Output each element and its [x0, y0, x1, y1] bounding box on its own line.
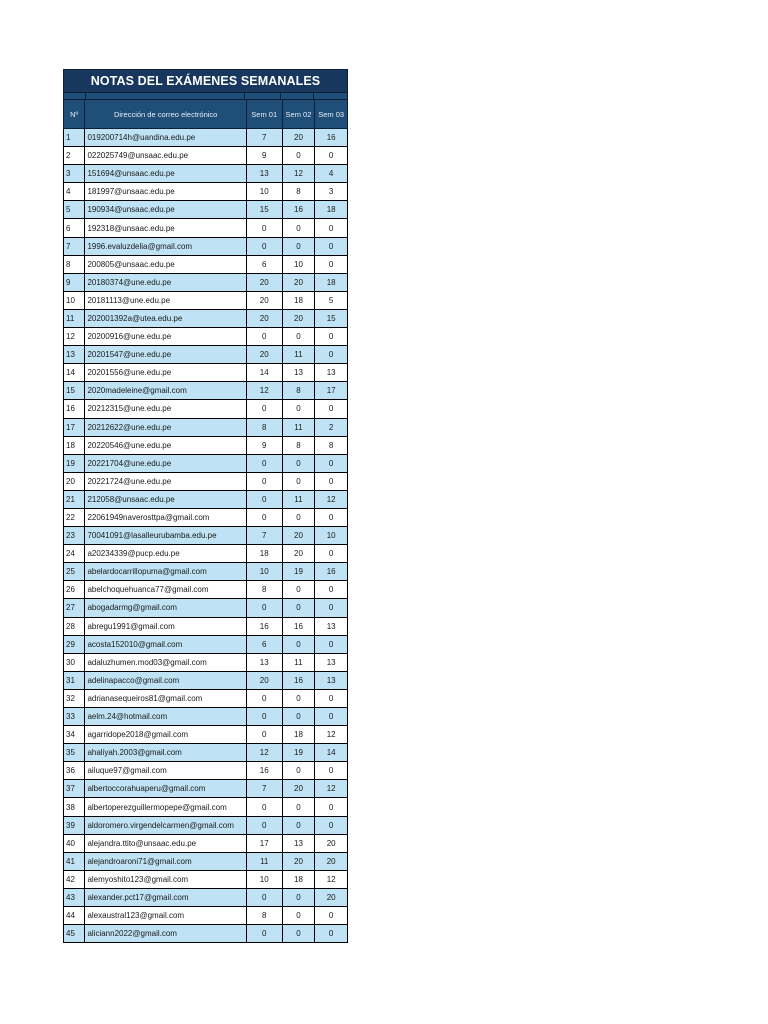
cell-sem01[interactable]: 15: [246, 201, 282, 219]
table-row: [64, 708, 348, 726]
cell-sem03[interactable]: 0: [315, 798, 348, 816]
cell-sem03[interactable]: 5: [315, 291, 348, 309]
cell-email[interactable]: albertoccorahuaperu@gmail.com: [85, 780, 246, 798]
cell-sem02[interactable]: 10: [282, 255, 315, 273]
table-row: [64, 472, 348, 490]
cell-sem02[interactable]: 19: [282, 744, 315, 762]
cell-sem01[interactable]: 8: [246, 907, 282, 925]
table-row: [64, 671, 348, 689]
cell-email[interactable]: 2020madeleine@gmail.com: [85, 382, 246, 400]
cell-sem02[interactable]: 0: [282, 635, 315, 653]
cell-email[interactable]: albertoperezguillermopepe@gmail.com: [85, 798, 246, 816]
cell-number[interactable]: 37: [64, 780, 85, 798]
cell-sem01[interactable]: 17: [246, 834, 282, 852]
cell-email[interactable]: acosta152010@gmail.com: [85, 635, 246, 653]
cell-sem03[interactable]: 13: [315, 671, 348, 689]
cell-number[interactable]: 16: [64, 400, 85, 418]
cell-email[interactable]: 22061949naverosttpa@gmail.com: [85, 508, 246, 526]
table-row: [64, 689, 348, 707]
cell-sem01[interactable]: 0: [246, 472, 282, 490]
cell-number[interactable]: 36: [64, 762, 85, 780]
cell-sem03[interactable]: 10: [315, 527, 348, 545]
cell-sem02[interactable]: 20: [282, 129, 315, 147]
cell-email[interactable]: ailuque97@gmail.com: [85, 762, 246, 780]
table-row: [64, 527, 348, 545]
cell-sem03[interactable]: 13: [315, 364, 348, 382]
cell-sem02[interactable]: 11: [282, 346, 315, 364]
cell-sem01[interactable]: 11: [246, 852, 282, 870]
cell-sem01[interactable]: 0: [246, 237, 282, 255]
cell-sem02[interactable]: 0: [282, 708, 315, 726]
cell-sem02[interactable]: 18: [282, 291, 315, 309]
cell-sem02[interactable]: 0: [282, 762, 315, 780]
cell-sem03[interactable]: 0: [315, 907, 348, 925]
table-row: [64, 762, 348, 780]
cell-number[interactable]: 6: [64, 219, 85, 237]
table-row: [64, 726, 348, 744]
cell-number[interactable]: 11: [64, 309, 85, 327]
cell-email[interactable]: 20200916@une.edu.pe: [85, 328, 246, 346]
table-row: [64, 635, 348, 653]
cell-number[interactable]: 10: [64, 291, 85, 309]
cell-sem01[interactable]: 13: [246, 653, 282, 671]
cell-number[interactable]: 22: [64, 508, 85, 526]
cell-sem02[interactable]: 18: [282, 870, 315, 888]
cell-sem01[interactable]: 8: [246, 418, 282, 436]
sheet-title: NOTAS DEL EXÁMENES SEMANALES: [63, 69, 348, 93]
cell-number[interactable]: 40: [64, 834, 85, 852]
cell-sem03[interactable]: 0: [315, 508, 348, 526]
cell-sem02[interactable]: 0: [282, 147, 315, 165]
cell-sem03[interactable]: 0: [315, 689, 348, 707]
cell-sem02[interactable]: 0: [282, 454, 315, 472]
cell-sem03[interactable]: 8: [315, 436, 348, 454]
cell-number[interactable]: 21: [64, 490, 85, 508]
cell-sem02[interactable]: 0: [282, 925, 315, 943]
cell-number[interactable]: 38: [64, 798, 85, 816]
cell-number[interactable]: 17: [64, 418, 85, 436]
cell-sem03[interactable]: 0: [315, 147, 348, 165]
cell-sem03[interactable]: 17: [315, 382, 348, 400]
cell-sem01[interactable]: 0: [246, 689, 282, 707]
cell-sem03[interactable]: 15: [315, 309, 348, 327]
cell-email[interactable]: agarridope2018@gmail.com: [85, 726, 246, 744]
cell-email[interactable]: abelchoquehuanca77@gmail.com: [85, 581, 246, 599]
cell-email[interactable]: abogadarmg@gmail.com: [85, 599, 246, 617]
table-row: [64, 147, 348, 165]
cell-number[interactable]: 5: [64, 201, 85, 219]
cell-number[interactable]: 12: [64, 328, 85, 346]
cell-sem03[interactable]: 16: [315, 129, 348, 147]
col-header-number[interactable]: Nº: [64, 100, 85, 129]
cell-number[interactable]: 19: [64, 454, 85, 472]
table-row: [64, 400, 348, 418]
cell-sem02[interactable]: 18: [282, 726, 315, 744]
cell-email[interactable]: adelinapacco@gmail.com: [85, 671, 246, 689]
cell-sem01[interactable]: 7: [246, 527, 282, 545]
cell-sem02[interactable]: 19: [282, 563, 315, 581]
cell-email[interactable]: 192318@unsaac.edu.pe: [85, 219, 246, 237]
cell-sem02[interactable]: 20: [282, 527, 315, 545]
cell-sem01[interactable]: 14: [246, 364, 282, 382]
cell-sem03[interactable]: 12: [315, 726, 348, 744]
col-header-sem01[interactable]: Sem 01: [246, 100, 282, 129]
cell-sem03[interactable]: 2: [315, 418, 348, 436]
cell-email[interactable]: alexaustral123@gmail.com: [85, 907, 246, 925]
cell-sem03[interactable]: 3: [315, 183, 348, 201]
cell-sem01[interactable]: 0: [246, 726, 282, 744]
cell-sem02[interactable]: 0: [282, 219, 315, 237]
cell-sem02[interactable]: 8: [282, 183, 315, 201]
cell-email[interactable]: aliciann2022@gmail.com: [85, 925, 246, 943]
cell-sem01[interactable]: 6: [246, 635, 282, 653]
cell-number[interactable]: 35: [64, 744, 85, 762]
cell-sem01[interactable]: 13: [246, 165, 282, 183]
cell-number[interactable]: 43: [64, 888, 85, 906]
cell-number[interactable]: 7: [64, 237, 85, 255]
cell-email[interactable]: 1996.evaluzdelia@gmail.com: [85, 237, 246, 255]
table-row: [64, 545, 348, 563]
cell-email[interactable]: alemyoshito123@gmail.com: [85, 870, 246, 888]
cell-sem01[interactable]: 10: [246, 183, 282, 201]
cell-email[interactable]: 20221724@une.edu.pe: [85, 472, 246, 490]
table-row: [64, 653, 348, 671]
cell-email[interactable]: 20181113@une.edu.pe: [85, 291, 246, 309]
cell-number[interactable]: 25: [64, 563, 85, 581]
cell-number[interactable]: 30: [64, 653, 85, 671]
col-header-sem02[interactable]: Sem 02: [282, 100, 315, 129]
table-row: [64, 870, 348, 888]
cell-email[interactable]: abregu1991@gmail.com: [85, 617, 246, 635]
cell-number[interactable]: 20: [64, 472, 85, 490]
cell-number[interactable]: 28: [64, 617, 85, 635]
cell-number[interactable]: 44: [64, 907, 85, 925]
cell-number[interactable]: 18: [64, 436, 85, 454]
header-stripe: [63, 93, 348, 99]
cell-sem03[interactable]: 0: [315, 581, 348, 599]
cell-email[interactable]: 20221704@une.edu.pe: [85, 454, 246, 472]
cell-sem03[interactable]: 12: [315, 870, 348, 888]
table-row: [64, 237, 348, 255]
table-row: [64, 599, 348, 617]
col-header-sem03[interactable]: Sem 03: [315, 100, 348, 129]
cell-sem02[interactable]: 0: [282, 400, 315, 418]
cell-email[interactable]: alejandra.ttito@unsaac.edu.pe: [85, 834, 246, 852]
cell-sem01[interactable]: 7: [246, 780, 282, 798]
cell-sem01[interactable]: 10: [246, 870, 282, 888]
cell-sem03[interactable]: 0: [315, 346, 348, 364]
cell-sem02[interactable]: 0: [282, 508, 315, 526]
cell-number[interactable]: 45: [64, 925, 85, 943]
table-row: [64, 490, 348, 508]
cell-sem01[interactable]: 0: [246, 925, 282, 943]
table-row: [64, 291, 348, 309]
cell-sem03[interactable]: 0: [315, 545, 348, 563]
cell-sem02[interactable]: 0: [282, 328, 315, 346]
cell-sem01[interactable]: 20: [246, 671, 282, 689]
cell-number[interactable]: 4: [64, 183, 85, 201]
cell-email[interactable]: aelm.24@hotmail.com: [85, 708, 246, 726]
cell-sem03[interactable]: 4: [315, 165, 348, 183]
cell-sem01[interactable]: 10: [246, 563, 282, 581]
table-row: [64, 328, 348, 346]
cell-sem02[interactable]: 13: [282, 364, 315, 382]
grades-sheet: [63, 69, 348, 943]
table-row: [64, 201, 348, 219]
cell-sem02[interactable]: 0: [282, 907, 315, 925]
cell-email[interactable]: adrianasequeiros81@gmail.com: [85, 689, 246, 707]
cell-sem03[interactable]: 16: [315, 563, 348, 581]
cell-sem03[interactable]: 0: [315, 472, 348, 490]
cell-sem03[interactable]: 13: [315, 653, 348, 671]
cell-email[interactable]: 20220546@une.edu.pe: [85, 436, 246, 454]
cell-email[interactable]: a20234339@pucp.edu.pe: [85, 545, 246, 563]
table-row: [64, 382, 348, 400]
table-row: [64, 436, 348, 454]
cell-sem01[interactable]: 20: [246, 346, 282, 364]
table-row: [64, 798, 348, 816]
table-row: [64, 888, 348, 906]
cell-sem01[interactable]: 20: [246, 273, 282, 291]
table-row: [64, 780, 348, 798]
cell-sem03[interactable]: 0: [315, 237, 348, 255]
table-row: [64, 418, 348, 436]
cell-number[interactable]: 31: [64, 671, 85, 689]
cell-email[interactable]: 20201556@une.edu.pe: [85, 364, 246, 382]
table-row: [64, 273, 348, 291]
cell-sem01[interactable]: 0: [246, 454, 282, 472]
cell-email[interactable]: 212058@unsaac.edu.pe: [85, 490, 246, 508]
cell-email[interactable]: 20180374@une.edu.pe: [85, 273, 246, 291]
table-row: [64, 219, 348, 237]
cell-number[interactable]: 13: [64, 346, 85, 364]
cell-sem03[interactable]: 18: [315, 273, 348, 291]
table-row: [64, 508, 348, 526]
cell-sem01[interactable]: 0: [246, 490, 282, 508]
cell-sem02[interactable]: 8: [282, 382, 315, 400]
cell-number[interactable]: 2: [64, 147, 85, 165]
table-row: [64, 816, 348, 834]
cell-number[interactable]: 41: [64, 852, 85, 870]
cell-sem03[interactable]: 0: [315, 816, 348, 834]
col-header-email[interactable]: Dirección de correo electrónico: [85, 100, 246, 129]
cell-email[interactable]: 190934@unsaac.edu.pe: [85, 201, 246, 219]
cell-sem02[interactable]: 20: [282, 309, 315, 327]
cell-sem02[interactable]: 0: [282, 581, 315, 599]
header-row: [64, 100, 348, 129]
cell-sem02[interactable]: 20: [282, 273, 315, 291]
cell-sem01[interactable]: 18: [246, 545, 282, 563]
cell-sem03[interactable]: 0: [315, 255, 348, 273]
cell-sem03[interactable]: 0: [315, 328, 348, 346]
cell-email[interactable]: 019200714h@uandina.edu.pe: [85, 129, 246, 147]
cell-sem03[interactable]: 0: [315, 454, 348, 472]
cell-sem02[interactable]: 16: [282, 201, 315, 219]
cell-sem02[interactable]: 20: [282, 545, 315, 563]
cell-sem03[interactable]: 14: [315, 744, 348, 762]
cell-sem02[interactable]: 0: [282, 798, 315, 816]
grades-body: [64, 129, 348, 943]
cell-email[interactable]: 20212622@une.edu.pe: [85, 418, 246, 436]
table-row: [64, 907, 348, 925]
table-row: [64, 309, 348, 327]
cell-email[interactable]: 202001392a@utea.edu.pe: [85, 309, 246, 327]
cell-sem02[interactable]: 20: [282, 780, 315, 798]
cell-email[interactable]: 022025749@unsaac.edu.pe: [85, 147, 246, 165]
grades-table: [63, 99, 348, 943]
table-row: [64, 563, 348, 581]
table-row: [64, 925, 348, 943]
cell-number[interactable]: 26: [64, 581, 85, 599]
cell-email[interactable]: 70041091@lasalleurubamba.edu.pe: [85, 527, 246, 545]
cell-sem02[interactable]: 0: [282, 689, 315, 707]
cell-number[interactable]: 27: [64, 599, 85, 617]
cell-sem03[interactable]: 12: [315, 780, 348, 798]
cell-sem01[interactable]: 20: [246, 309, 282, 327]
cell-sem03[interactable]: 0: [315, 635, 348, 653]
cell-sem01[interactable]: 0: [246, 328, 282, 346]
cell-sem02[interactable]: 0: [282, 472, 315, 490]
cell-sem03[interactable]: 0: [315, 762, 348, 780]
table-row: [64, 346, 348, 364]
cell-number[interactable]: 3: [64, 165, 85, 183]
cell-number[interactable]: 42: [64, 870, 85, 888]
cell-sem02[interactable]: 8: [282, 436, 315, 454]
cell-sem01[interactable]: 0: [246, 708, 282, 726]
cell-sem03[interactable]: 20: [315, 852, 348, 870]
cell-sem02[interactable]: 0: [282, 237, 315, 255]
cell-email[interactable]: 20201547@une.edu.pe: [85, 346, 246, 364]
table-row: [64, 165, 348, 183]
cell-sem01[interactable]: 0: [246, 219, 282, 237]
cell-sem01[interactable]: 16: [246, 762, 282, 780]
cell-number[interactable]: 29: [64, 635, 85, 653]
cell-sem03[interactable]: 0: [315, 708, 348, 726]
cell-sem03[interactable]: 13: [315, 617, 348, 635]
cell-sem01[interactable]: 12: [246, 744, 282, 762]
cell-sem01[interactable]: 6: [246, 255, 282, 273]
cell-email[interactable]: 151694@unsaac.edu.pe: [85, 165, 246, 183]
cell-sem01[interactable]: 16: [246, 617, 282, 635]
cell-number[interactable]: 8: [64, 255, 85, 273]
table-row: [64, 454, 348, 472]
cell-sem01[interactable]: 12: [246, 382, 282, 400]
cell-sem03[interactable]: 20: [315, 888, 348, 906]
cell-sem01[interactable]: 8: [246, 581, 282, 599]
cell-email[interactable]: aldoromero.virgendelcarmen@gmail.com: [85, 816, 246, 834]
table-row: [64, 617, 348, 635]
cell-sem01[interactable]: 9: [246, 436, 282, 454]
cell-sem02[interactable]: 0: [282, 599, 315, 617]
table-row: [64, 255, 348, 273]
cell-number[interactable]: 34: [64, 726, 85, 744]
cell-sem01[interactable]: 0: [246, 816, 282, 834]
table-row: [64, 183, 348, 201]
table-row: [64, 129, 348, 147]
cell-number[interactable]: 33: [64, 708, 85, 726]
table-row: [64, 852, 348, 870]
cell-sem01[interactable]: 0: [246, 400, 282, 418]
cell-sem03[interactable]: 18: [315, 201, 348, 219]
cell-sem03[interactable]: 0: [315, 400, 348, 418]
cell-sem02[interactable]: 11: [282, 418, 315, 436]
cell-sem02[interactable]: 20: [282, 852, 315, 870]
cell-sem01[interactable]: 20: [246, 291, 282, 309]
cell-sem02[interactable]: 13: [282, 834, 315, 852]
cell-sem01[interactable]: 0: [246, 599, 282, 617]
cell-sem02[interactable]: 0: [282, 888, 315, 906]
cell-number[interactable]: 1: [64, 129, 85, 147]
cell-sem01[interactable]: 9: [246, 147, 282, 165]
cell-number[interactable]: 23: [64, 527, 85, 545]
cell-sem03[interactable]: 20: [315, 834, 348, 852]
table-row: [64, 364, 348, 382]
cell-sem02[interactable]: 16: [282, 671, 315, 689]
cell-number[interactable]: 32: [64, 689, 85, 707]
cell-email[interactable]: abelardocarrillopuma@gmail.com: [85, 563, 246, 581]
cell-email[interactable]: 20212315@une.edu.pe: [85, 400, 246, 418]
cell-sem01[interactable]: 0: [246, 508, 282, 526]
cell-number[interactable]: 14: [64, 364, 85, 382]
cell-sem02[interactable]: 11: [282, 490, 315, 508]
cell-number[interactable]: 9: [64, 273, 85, 291]
cell-number[interactable]: 39: [64, 816, 85, 834]
cell-number[interactable]: 15: [64, 382, 85, 400]
cell-email[interactable]: 181997@unsaac.edu.pe: [85, 183, 246, 201]
cell-sem02[interactable]: 0: [282, 816, 315, 834]
table-row: [64, 581, 348, 599]
cell-email[interactable]: alexander.pct17@gmail.com: [85, 888, 246, 906]
cell-email[interactable]: alejandroaroni71@gmail.com: [85, 852, 246, 870]
cell-sem02[interactable]: 11: [282, 653, 315, 671]
cell-sem03[interactable]: 0: [315, 925, 348, 943]
cell-sem02[interactable]: 12: [282, 165, 315, 183]
cell-sem01[interactable]: 0: [246, 888, 282, 906]
cell-sem02[interactable]: 16: [282, 617, 315, 635]
cell-number[interactable]: 24: [64, 545, 85, 563]
table-row: [64, 834, 348, 852]
cell-email[interactable]: ahaliyah.2003@gmail.com: [85, 744, 246, 762]
cell-sem03[interactable]: 0: [315, 599, 348, 617]
cell-email[interactable]: 200805@unsaac.edu.pe: [85, 255, 246, 273]
cell-sem03[interactable]: 12: [315, 490, 348, 508]
table-row: [64, 744, 348, 762]
cell-sem03[interactable]: 0: [315, 219, 348, 237]
cell-email[interactable]: adaluzhumen.mod03@gmail.com: [85, 653, 246, 671]
cell-sem01[interactable]: 0: [246, 798, 282, 816]
cell-sem01[interactable]: 7: [246, 129, 282, 147]
